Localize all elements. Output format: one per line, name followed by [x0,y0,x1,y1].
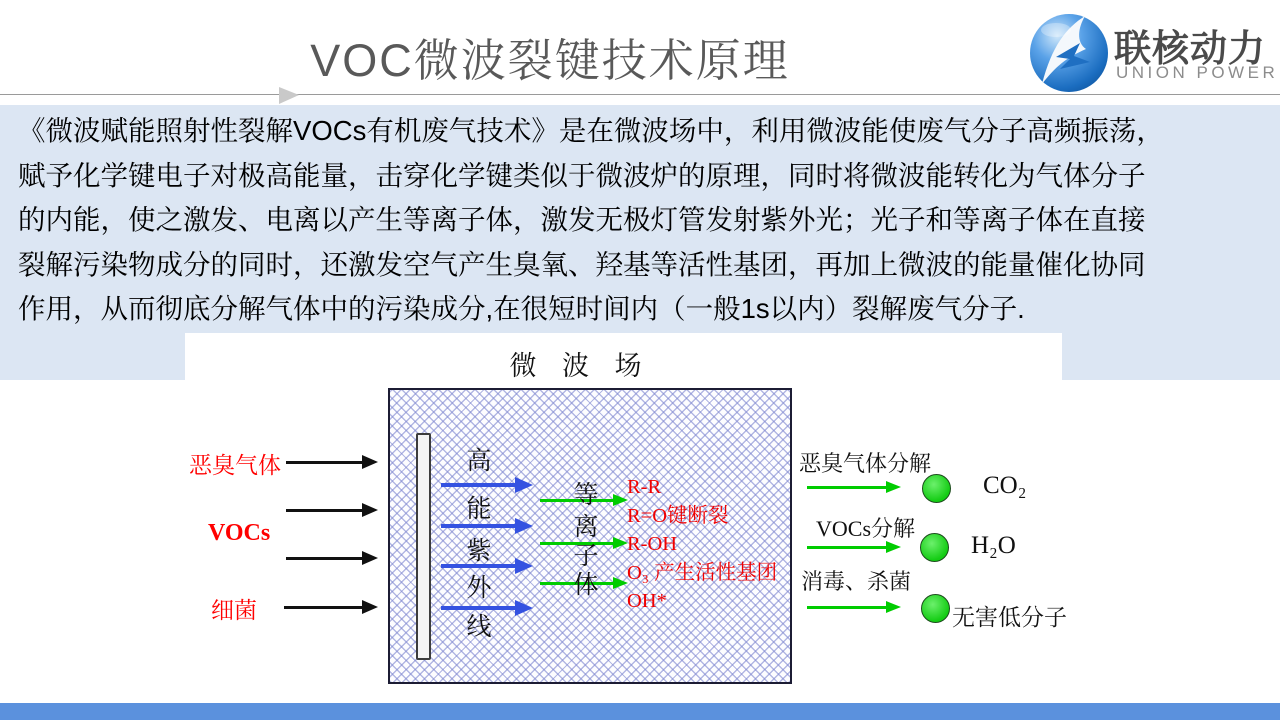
logo-company-name: 联核动力 [1114,28,1266,69]
intro-line: 的内能，使之激发、电离以产生等离子体，激发无极灯管发射紫外光；光子和等离子体在直接 [18,204,1146,236]
reaction-line: R=O键断裂 [627,504,729,527]
output-label-disinfect: 消毒、杀菌 [801,569,912,594]
input-arrow [284,600,378,614]
input-arrow [286,503,378,517]
intro-paragraph [18,109,1273,332]
input-arrow [286,455,378,469]
product-label-co2: CO₂ [983,472,1027,499]
product-dot [921,594,950,623]
input-label-odor-gas: 恶臭气体 [189,453,281,478]
output-arrow [807,481,901,493]
plasma-vertical-char: 离 [573,514,599,541]
intro-line: 裂解污染物成分的同时，还激发空气产生臭氧、羟基等活性基团，再加上微波的能量催化协同 [18,248,1146,280]
reaction-line: R-OH [627,533,678,555]
product-dot [920,533,949,562]
logo-company-subtitle: UNION POWER [1116,63,1279,82]
triangle-marker-icon [279,87,299,104]
reaction-line: R-R [627,476,662,498]
intro-line: 作用，从而彻底分解气体中的污染成分,在很短时间内（一般1s以内）裂解废气分子. [18,293,1025,325]
product-label-harmless: 无害低分子 [952,605,1067,630]
title-divider [0,94,1280,95]
page-title: VOC微波裂键技术原理 [310,35,790,86]
uv-vertical-char: 紫 [466,538,492,565]
reaction-line: OH* [627,590,667,612]
reaction-line: O₃ 产生活性基团 [627,561,778,584]
output-arrow [807,541,901,553]
output-label-odor-decompose: 恶臭气体分解 [799,451,932,476]
output-arrow [807,601,901,613]
plasma-vertical-char: 子 [573,543,599,570]
plasma-vertical-char: 体 [573,572,599,599]
plasma-vertical-char: 等 [573,482,599,509]
uv-vertical-char: 线 [466,614,492,641]
intro-line: 赋予化学键电子对极高能量，击穿化学键类似于微波炉的原理，同时将微波能转化为气体分子 [18,159,1146,191]
footer-bar [0,703,1280,720]
output-label-vocs-decompose: VOCs分解 [816,516,916,541]
uv-vertical-char: 能 [466,496,492,523]
input-label-bacteria: 细菌 [211,598,257,623]
product-dot [922,474,951,503]
uv-vertical-char: 高 [466,448,492,475]
uv-vertical-char: 外 [466,575,492,602]
microwave-field-label: 微 波 场 [509,351,651,381]
logo-globe-icon [1028,12,1110,94]
product-label-h2o: H₂O [971,532,1016,559]
input-label-vocs: VOCs [208,520,271,546]
uv-lamp-bar [416,433,431,660]
input-arrow [286,551,378,565]
reaction-list [627,473,795,616]
intro-line: 《微波赋能照射性裂解VOCs有机废气技术》是在微波场中，利用微波能使废气分子高频振荡， [18,115,1164,146]
